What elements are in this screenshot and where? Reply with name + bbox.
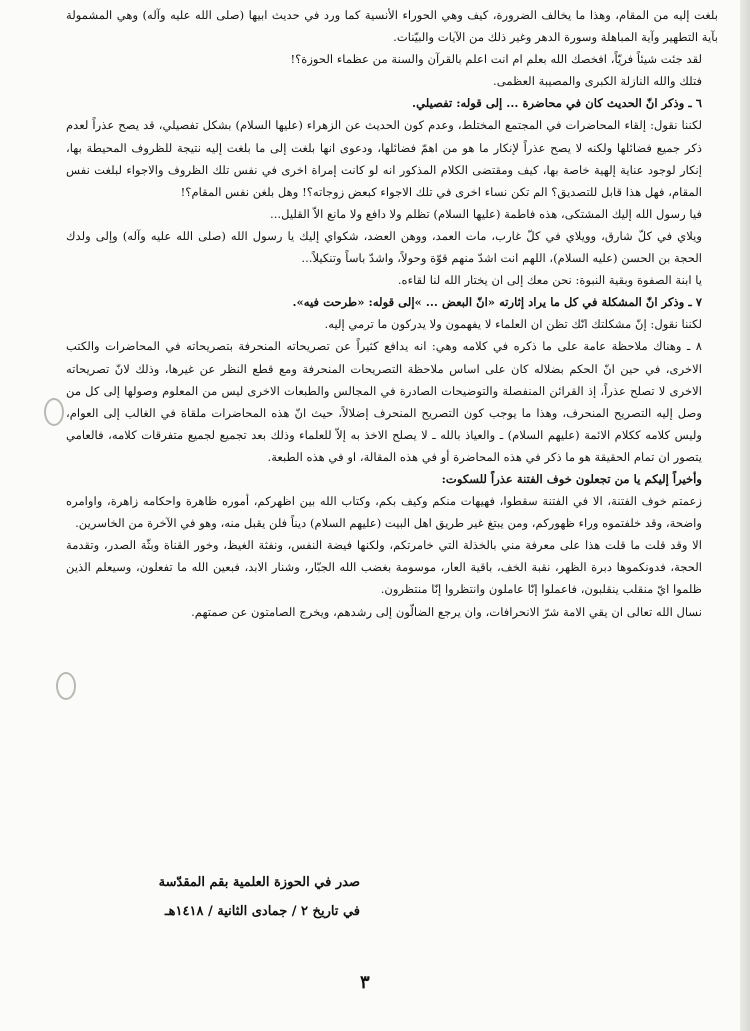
body-paragraph: يا ابنة الصفوة وبقية النبوة: نحن معك إلى ان يختار الله لنا لقاءه.: [397, 273, 702, 288]
body-paragraph: لكننا نقول: إلقاء المحاضرات في المجتمع المختلط، وعدم كون الحديث عن الزهراء (عليها السلام) بشكل تفصيلي، قد يصح عذراً لعدم ذكر جميع فضائلها ولكنه لا يصح عذراً لإنكار ما هو من اهمّ فضائلها، ودعوى انها بلغت إلى ما بلغت إليه نتيجة للظروف المحيطة بها، إنكار لوجود عناية إلهية خاصة بها، كيف ومقتضى الكلام المذكور انه لو كانت إمراة اخرى في نفس تلك الظروف والاجواء لبلغت نفس المقام، فهل هذا قابل للتصديق؟ الم تكن نساء اخرى في تلك الاجواء كبعض زوجاته؟! وهل بلغن نفس المقام؟!: [66, 118, 702, 199]
body-paragraph: ٨ ـ وهناك ملاحظة عامة على ما ذكره في كلامه وهي: انه يدافع كثيراً عن تصريحاته المنحرفة بتصريحاته في المحاضرات والكتب الاخرى، في حين انّ الحكم بضلاله كان على اساس ملاحظة التصريحات المنحرفة ومع قطع النظر عن غيرها، وذلك لانّ تصريحاته الاخرى لا تصلح عذراً، إذ القرائن المنفصلة والتوضيحات الصادرة في المجالس والطبعات الاخرى ليس من المعلوم وصولها إلى كل من وصل إليه التصريح المنحرف، وهذا ما يوجب كون التصريح المنحرف إضلالاً، حيث انّ هذه المحاضرات ملقاة في الغالب إلى العوام، وليس كلامه ككلام الائمة (عليهم السلام) ـ والعياذ بالله ـ لا يصلح الاخذ به إلاّ للعلماء وذلك بعد تجميع لجميع متفرقات كلامه، فالعامي يتصور ان تمام الحقيقة هو ما ذكر في هذه المحاضرة أو في هذه المقالة، او في هذه الطبعة.: [66, 339, 702, 464]
point-heading: ٧ ـ وذكر انّ المشكلة في كل ما يراد إثارته «انّ البعض ... »إلى قوله: «طرحت فيه».: [292, 295, 702, 310]
closing-heading: وأخيراً إليكم يا من تجعلون خوف الفتنة عذراً للسكوت:: [441, 471, 702, 486]
punch-hole-mark: [44, 398, 64, 426]
point-heading: ٦ ـ وذكر انّ الحديث كان في محاضرة ... إلى قوله: تفصيلي.: [412, 96, 702, 111]
body-paragraph: فتلك والله النازلة الكبرى والمصيبة العظمى.: [493, 74, 702, 89]
document-body: [66, 4, 718, 623]
body-paragraph: بلغت إليه من المقام، وهذا ما يخالف الضرورة، كيف وهي الحوراء الأنسية كما ورد في حديث ابيها (صلى الله عليه وآله) وهي المشمولة بآية التطهير وآية المباهلة وسورة الدهر وغير ذلك من الآيات والبيّنات.: [66, 8, 718, 45]
page-binder-edge: [740, 0, 750, 1031]
body-paragraph: زعمتم خوف الفتنة، الا في الفتنة سقطوا، فهيهات منكم وكيف بكم، وكتاب الله بين اظهركم، أموره ظاهرة واحكامه زاهرة، واوامره واضحة، وقد خلفتموه وراء ظهوركم، ومن يبتغ غير طريق اهل البيت (عليهم السلام) ديناً فلن يقبل منه، وهو في الآخرة من الخاسرين.: [66, 494, 702, 531]
issue-place: صدر في الحوزة العلمية بقم المقدّسة: [158, 875, 360, 890]
body-paragraph: نسال الله تعالى ان يقي الامة شرّ الانحرافات، وان يرجع الضالّون إلى رشدهم، ويخرج الصامتون عن صمتهم.: [191, 604, 702, 619]
body-paragraph: ويلاي في كلّ شارق، وويلاي في كلّ غارب، مات العمد، ووهن العضد، شكواي إليك يا رسول الله (صلى الله عليه وآله) وإلى ولدك الحجة بن الحسن (عليه السلام)، اللهم انت اشدّ منهم قوّة وحولاً، واشدّ باساً وتنكيلاً...: [66, 228, 702, 266]
signature-block: [0, 868, 360, 926]
body-paragraph: لكننا نقول: إنّ مشكلتك انّك تظن ان العلماء لا يفهمون ولا يدركون ما ترمي إليه.: [324, 317, 702, 332]
page-number: ٣: [360, 972, 370, 993]
body-paragraph: فيا رسول الله إليك المشتكى، هذه فاطمة (عليها السلام) تظلم ولا دافع ولا مانع الاّ القليل...: [270, 206, 702, 221]
issue-date: في تاريخ ٢ / جمادى الثانية / ١٤١٨هـ: [164, 904, 360, 919]
body-paragraph: الا وقد قلت ما قلت هذا على معرفة مني بالخذلة التي خامرتكم، ولكنها فيضة النفس، ونفثة الغيظ، وخور القناة وبثّة الصدر، وتقدمة الحجة، فدونكموها دبرة الظهر، نقبة الخف، باقية العار، موسومة بغضب الله الجبّار، وشنار الابد، فبعين الله ما تفعلون، وسيعلم الذين ظلموا ايّ منقلب ينقلبون، فاعملوا إنّا عاملون وانتظروا إنّا منتظرون.: [66, 538, 703, 597]
body-paragraph: لقد جئت شيئاً فريّاً، افخصك الله بعلم ام انت اعلم بالقرآن والسنة من عظماء الحوزة؟!: [290, 52, 702, 67]
punch-hole-mark: [56, 672, 76, 700]
